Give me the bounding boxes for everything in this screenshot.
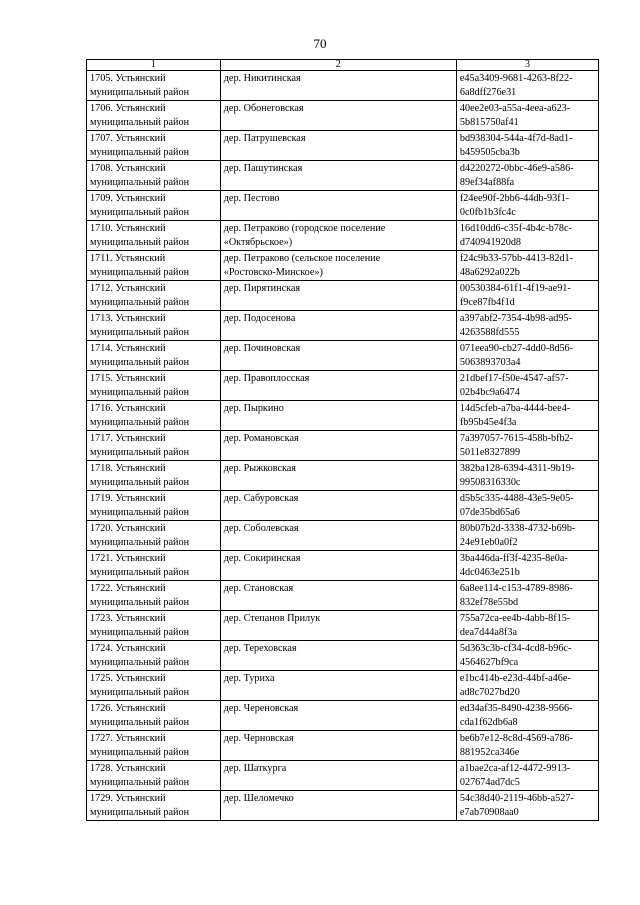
table-row [87, 71, 599, 101]
district-cell [87, 131, 221, 161]
district-cell-text: 1724. Устьянский муниципальный район [90, 643, 190, 668]
code-cell-text: bd938304-544a-4f7d-8ad1- b459505cba3b [459, 133, 573, 158]
locality-cell-text: дер. Соболевская [223, 523, 299, 534]
table-row [87, 431, 599, 461]
district-cell [87, 311, 221, 341]
table-row [87, 281, 599, 311]
district-cell-text: 1720. Устьянский муниципальный район [90, 523, 190, 548]
locality-cell [220, 311, 456, 341]
district-cell [87, 401, 221, 431]
code-cell-text: a1bae2ca-af12-4472-9913- 027674ad7dc5 [459, 763, 571, 788]
locality-cell-text: дер. Степанов Прилук [223, 613, 321, 624]
district-cell-text: 1718. Устьянский муниципальный район [90, 463, 190, 488]
code-cell-text: 40ee2e03-a55a-4eea-a623- 5b815750af41 [459, 103, 571, 128]
locality-cell [220, 551, 456, 581]
table-row [87, 611, 599, 641]
district-cell [87, 191, 221, 221]
table-row [87, 221, 599, 251]
header-row [87, 60, 599, 71]
district-cell-text: 1725. Устьянский муниципальный район [90, 673, 190, 698]
code-cell [456, 491, 598, 521]
table-row [87, 761, 599, 791]
locality-cell-text: дер. Романовская [223, 433, 299, 444]
code-cell [456, 131, 598, 161]
code-cell [456, 461, 598, 491]
locality-cell [220, 461, 456, 491]
district-cell-text: 1709. Устьянский муниципальный район [90, 193, 190, 218]
locality-cell [220, 191, 456, 221]
locality-cell [220, 611, 456, 641]
locality-cell-text: дер. Шаткурга [223, 763, 287, 774]
locality-cell-text: дер. Обонеговская [223, 103, 304, 114]
locality-cell-text: дер. Череновская [223, 703, 299, 714]
code-cell [456, 311, 598, 341]
district-cell [87, 731, 221, 761]
code-cell-text: 16d10dd6-c35f-4b4c-b78c- d740941920d8 [459, 223, 572, 248]
district-cell [87, 581, 221, 611]
district-cell-text: 1727. Устьянский муниципальный район [90, 733, 190, 758]
column-header-1: 1 [87, 60, 221, 71]
code-cell [456, 611, 598, 641]
table-row [87, 641, 599, 671]
locality-cell-text: дер. Починовская [223, 343, 301, 354]
locality-cell [220, 791, 456, 821]
district-cell [87, 671, 221, 701]
code-cell [456, 581, 598, 611]
district-cell [87, 701, 221, 731]
district-cell [87, 611, 221, 641]
locality-cell [220, 71, 456, 101]
locality-cell [220, 761, 456, 791]
code-cell-text: 5d363c3b-cf34-4cd8-b96c- 4564627bf9ca [459, 643, 572, 668]
code-cell-text: 071eea90-cb27-4dd0-8d56- 5063893703a4 [459, 343, 574, 368]
code-cell-text: 80b07b2d-3338-4732-b69b- 24e91eb0a0f2 [459, 523, 576, 548]
code-cell [456, 791, 598, 821]
table-row [87, 551, 599, 581]
district-cell [87, 491, 221, 521]
district-cell [87, 251, 221, 281]
locality-cell [220, 221, 456, 251]
table-row [87, 791, 599, 821]
locality-cell-text: дер. Сокиринская [223, 553, 301, 564]
column-header-2: 2 [220, 60, 456, 71]
district-cell-text: 1716. Устьянский муниципальный район [90, 403, 190, 428]
district-cell-text: 1717. Устьянский муниципальный район [90, 433, 190, 458]
district-cell-text: 1722. Устьянский муниципальный район [90, 583, 190, 608]
table-row [87, 371, 599, 401]
code-cell [456, 341, 598, 371]
locality-cell [220, 131, 456, 161]
locality-cell [220, 341, 456, 371]
table-header [87, 60, 599, 71]
district-cell-text: 1726. Устьянский муниципальный район [90, 703, 190, 728]
code-cell [456, 761, 598, 791]
table-body [87, 71, 599, 821]
locality-cell-text: дер. Шеломечко [223, 793, 294, 804]
locality-cell [220, 521, 456, 551]
locality-cell [220, 731, 456, 761]
district-cell [87, 281, 221, 311]
table-row [87, 341, 599, 371]
code-cell-text: 755a72ca-ee4b-4abb-8f15- dea7d44a8f3a [459, 613, 571, 638]
locality-cell [220, 491, 456, 521]
column-header-3: 3 [456, 60, 598, 71]
table-row [87, 101, 599, 131]
code-cell [456, 161, 598, 191]
locality-cell-text: дер. Никитинская [223, 73, 301, 84]
code-cell-text: ed34af35-8490-4238-9566- cda1f62db6a8 [459, 703, 573, 728]
district-cell-text: 1708. Устьянский муниципальный район [90, 163, 190, 188]
code-cell-text: 54c38d40-2119-46bb-a527- e7ab70908aa0 [459, 793, 574, 818]
locality-cell [220, 251, 456, 281]
code-cell [456, 521, 598, 551]
code-cell [456, 281, 598, 311]
locality-cell-text: дер. Туриха [223, 673, 275, 684]
locality-cell-text: дер. Правоплосская [223, 373, 310, 384]
table-row [87, 161, 599, 191]
code-cell-text: 382ba128-6394-4311-9b19- 99508316330c [459, 463, 575, 488]
locality-cell [220, 281, 456, 311]
district-cell-text: 1723. Устьянский муниципальный район [90, 613, 190, 638]
locality-cell [220, 581, 456, 611]
code-cell-text: d5b5c335-4488-43e5-9e05- 07de35bd65a6 [459, 493, 574, 518]
locality-cell-text: дер. Подосеновa [223, 313, 296, 324]
code-cell [456, 551, 598, 581]
code-cell-text: be6b7e12-8c8d-4569-a786- 881952ca346e [459, 733, 574, 758]
district-cell-text: 1705. Устьянский муниципальный район [90, 73, 190, 98]
district-cell [87, 161, 221, 191]
code-cell-text: 21dbef17-f50e-4547-af57- 02b4bc9a6474 [459, 373, 569, 398]
code-cell-text: f24c9b33-57bb-4413-82d1- 48a6292a022b [459, 253, 574, 278]
code-cell-text: a397abf2-7354-4b98-ad95- 4263588fd555 [459, 313, 572, 338]
page-number: 70 [313, 36, 327, 51]
table-row [87, 191, 599, 221]
table-row [87, 671, 599, 701]
locality-cell [220, 671, 456, 701]
district-cell [87, 341, 221, 371]
locality-cell-text: дер. Патрушевская [223, 133, 306, 144]
code-cell [456, 701, 598, 731]
locality-cell-text: дер. Рыжковская [223, 463, 296, 474]
code-cell-text: e45a3409-9681-4263-8f22- 6a8dff276e31 [459, 73, 573, 98]
district-cell [87, 221, 221, 251]
code-cell [456, 251, 598, 281]
locality-cell-text: дер. Петраково (сельское поселение «Ростовско-Минское») [223, 253, 381, 278]
district-cell-text: 1712. Устьянский муниципальный район [90, 283, 190, 308]
district-cell-text: 1706. Устьянский муниципальный район [90, 103, 190, 128]
locality-cell [220, 161, 456, 191]
district-cell [87, 371, 221, 401]
locality-cell-text: дер. Пирятинская [223, 283, 301, 294]
district-cell-text: 1714. Устьянский муниципальный район [90, 343, 190, 368]
table-row [87, 461, 599, 491]
code-cell [456, 191, 598, 221]
district-cell [87, 641, 221, 671]
locality-cell [220, 371, 456, 401]
district-cell-text: 1713. Устьянский муниципальный район [90, 313, 190, 338]
locality-cell [220, 431, 456, 461]
table-row [87, 401, 599, 431]
code-cell-text: 00530384-61f1-4f19-ae91- f9ce87fb4f1d [459, 283, 571, 308]
district-cell [87, 461, 221, 491]
code-cell [456, 731, 598, 761]
locality-cell-text: дер. Петраково (городское поселение «Октябрьское») [223, 223, 386, 248]
district-cell [87, 761, 221, 791]
district-cell-text: 1719. Устьянский муниципальный район [90, 493, 190, 518]
locality-cell-text: дер. Черновская [223, 733, 294, 744]
locality-cell [220, 101, 456, 131]
table-row [87, 731, 599, 761]
locality-cell-text: дер. Пашутинская [223, 163, 303, 174]
table-row [87, 311, 599, 341]
locality-cell-text: дер. Пыркино [223, 403, 284, 414]
code-cell [456, 431, 598, 461]
code-cell [456, 401, 598, 431]
district-cell-text: 1721. Устьянский муниципальный район [90, 553, 190, 578]
locality-cell-text: дер. Становская [223, 583, 294, 594]
locality-cell-text: дер. Пестово [223, 193, 280, 204]
district-cell-text: 1710. Устьянский муниципальный район [90, 223, 190, 248]
code-cell-text: 7a397057-7615-458b-bfb2- 5011e8327899 [459, 433, 574, 458]
code-cell-text: d4220272-0bbc-46e9-a586- 89ef34af88fa [459, 163, 574, 188]
code-cell-text: f24ee90f-2bb6-44db-93f1- 0c0fb1b3fc4c [459, 193, 570, 218]
code-cell [456, 71, 598, 101]
district-cell [87, 101, 221, 131]
code-cell [456, 671, 598, 701]
locality-cell [220, 401, 456, 431]
table-row [87, 581, 599, 611]
code-cell-text: 3ba446da-ff3f-4235-8e0a- 4dc0463e251b [459, 553, 568, 578]
district-cell [87, 71, 221, 101]
locality-cell-text: дер. Сабуровская [223, 493, 299, 504]
code-cell [456, 641, 598, 671]
district-cell [87, 521, 221, 551]
table-row [87, 521, 599, 551]
district-cell-text: 1715. Устьянский муниципальный район [90, 373, 190, 398]
district-cell-text: 1707. Устьянский муниципальный район [90, 133, 190, 158]
code-cell-text: 6a8ee114-c153-4789-8986- 832ef78e55bd [459, 583, 573, 608]
district-cell-text: 1729. Устьянский муниципальный район [90, 793, 190, 818]
code-cell [456, 371, 598, 401]
district-cell [87, 791, 221, 821]
district-cell [87, 551, 221, 581]
locality-cell-text: дер. Тереховская [223, 643, 297, 654]
code-cell-text: 14d5cfeb-a7ba-4444-bee4- fb95b45e4f3a [459, 403, 571, 428]
locality-cell [220, 641, 456, 671]
table-row [87, 491, 599, 521]
registry-table [86, 59, 599, 821]
locality-cell [220, 701, 456, 731]
district-cell-text: 1728. Устьянский муниципальный район [90, 763, 190, 788]
code-cell [456, 101, 598, 131]
district-cell [87, 431, 221, 461]
table-row [87, 251, 599, 281]
table-row [87, 701, 599, 731]
table-row [87, 131, 599, 161]
district-cell-text: 1711. Устьянский муниципальный район [90, 253, 190, 278]
code-cell [456, 221, 598, 251]
code-cell-text: e1bc414b-e23d-44bf-a46e- ad8c7027bd20 [459, 673, 571, 698]
